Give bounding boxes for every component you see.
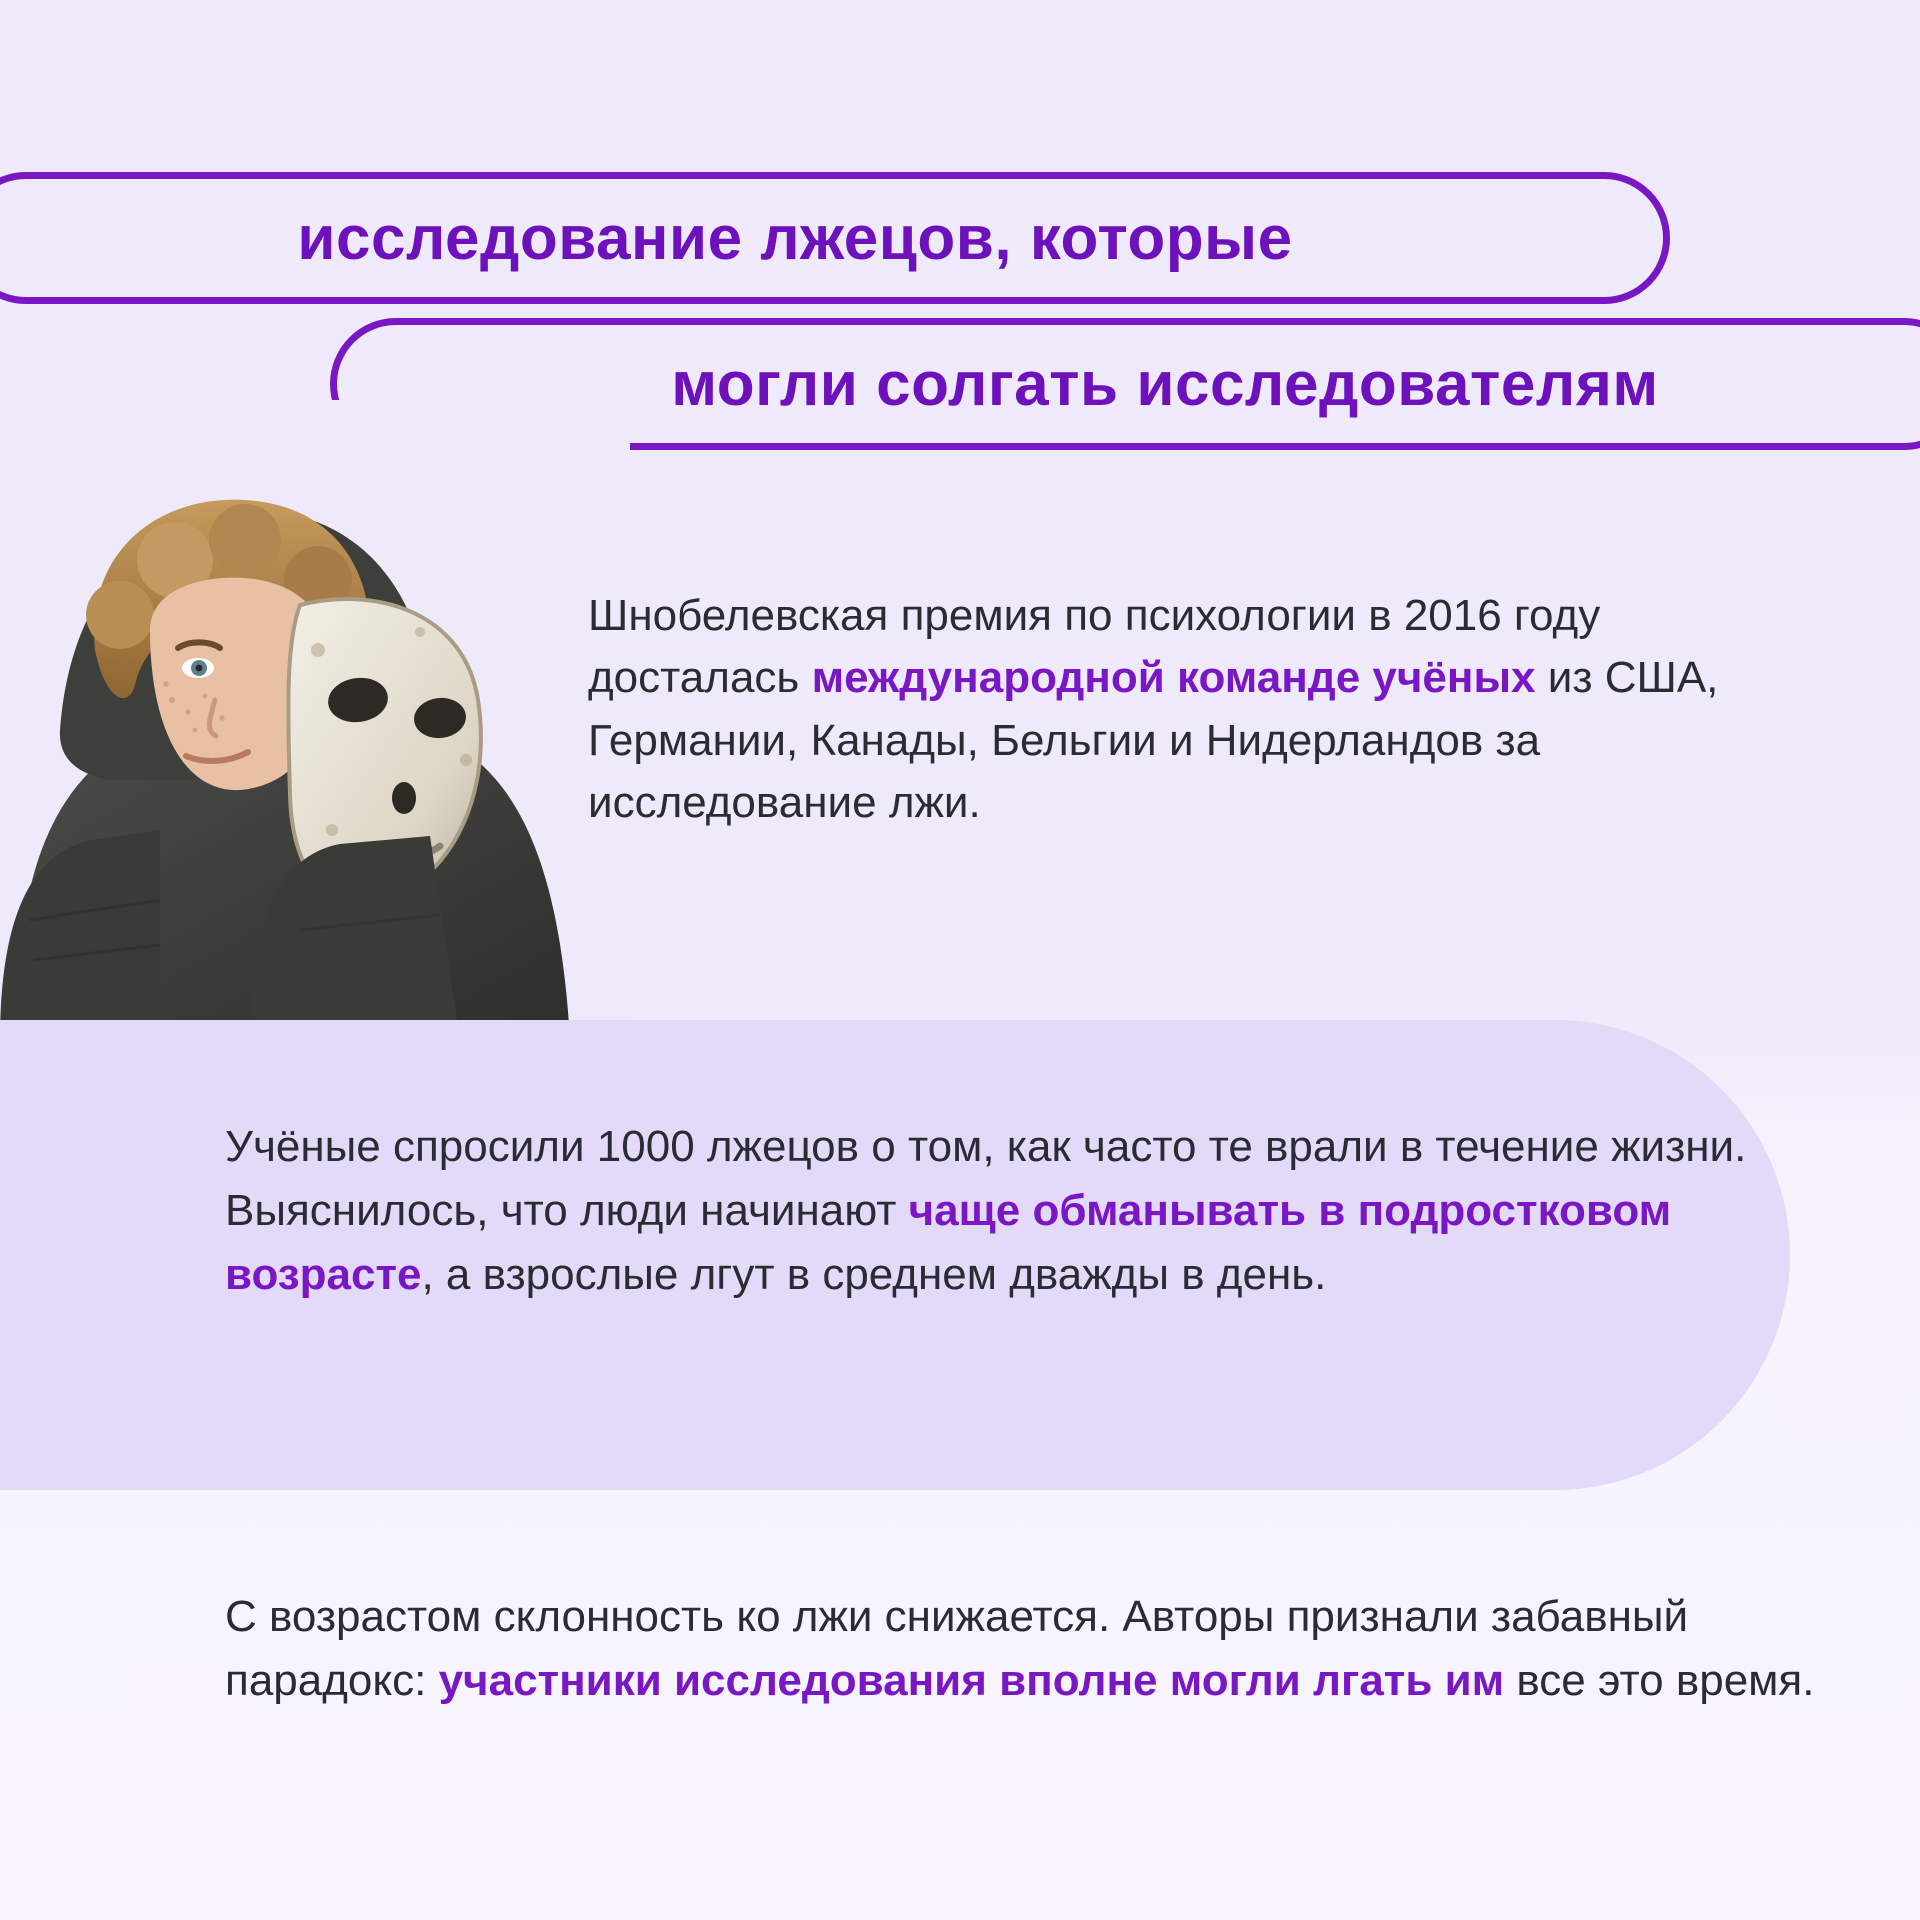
title-line-2-text: могли солгать исследователям [671,349,1659,419]
paragraph-prize-segment-1: международной команде учёных [811,653,1536,703]
title-pill-first-line [0,172,1670,304]
paragraph-survey-segment-0: Учёные спросили 1000 лжецов о том, как часто те врали в течение жизни. Выяснилось, что люди начинают [225,1122,1747,1235]
paragraph-paradox-segment-1: участники исследования вполне могли лгать им [438,1655,1505,1705]
paragraph-prize [588,585,1818,835]
title-line-1-text: исследование лжецов, которые [297,203,1293,273]
paragraph-survey [225,1115,1785,1306]
paragraph-prize-segment-0: Шнобелевская премия по психологии в 2016 году досталась [588,591,1601,703]
paragraph-prize-segment-2: из США, Германии, Канады, Бельгии и Нидерландов за исследование лжи. [588,653,1719,828]
boy-with-mask-photo [0,400,630,1040]
paragraph-paradox-segment-2: все это время. [1504,1655,1815,1705]
paragraph-survey-segment-1: чаще обманывать в подростковом возрасте [225,1185,1672,1299]
paragraph-paradox [225,1585,1835,1713]
paragraph-survey-segment-2: , а взрослые лгут в среднем дважды в день. [421,1249,1327,1299]
paragraph-paradox-segment-0: С возрастом склонность ко лжи снижается. Авторы признали забавный парадокс: [225,1592,1689,1705]
